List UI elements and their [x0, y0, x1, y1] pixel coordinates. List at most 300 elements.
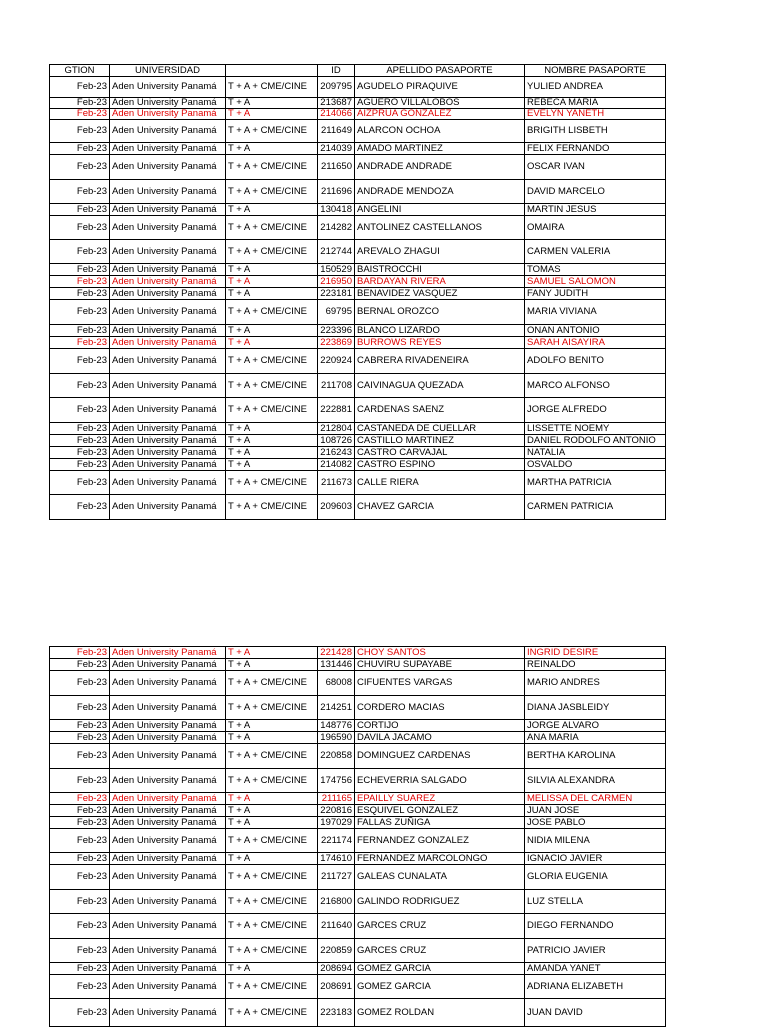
program-cell: T + A	[226, 276, 318, 288]
last-name-cell: FERNANDEZ GONZALEZ	[355, 829, 525, 853]
date-cell: Feb-23	[50, 325, 110, 337]
id-cell: 214066	[318, 109, 355, 120]
program-cell: T + A + CME/CINE	[226, 180, 318, 204]
program-cell: T + A + CME/CINE	[226, 671, 318, 696]
first-name-cell: MARIA VIVIANA	[525, 300, 666, 325]
id-cell: 209795	[318, 77, 355, 98]
date-cell: Feb-23	[50, 939, 110, 963]
program-cell: T + A	[226, 459, 318, 471]
id-cell: 211165	[318, 793, 355, 805]
id-cell: 223183	[318, 999, 355, 1027]
date-cell: Feb-23	[50, 793, 110, 805]
id-cell: 220816	[318, 805, 355, 817]
first-name-cell: FELIX FERNANDO	[525, 143, 666, 155]
program-cell: T + A	[226, 732, 318, 744]
id-cell: 216800	[318, 890, 355, 914]
first-name-cell: NATALIA	[525, 447, 666, 459]
id-cell: 211727	[318, 865, 355, 890]
table-row	[50, 853, 666, 865]
date-cell: Feb-23	[50, 447, 110, 459]
first-name-cell: REINALDO	[525, 659, 666, 671]
date-cell: Feb-23	[50, 696, 110, 720]
university-cell: Aden University Panamá	[110, 300, 226, 325]
last-name-cell: FALLAS ZUÑIGA	[355, 817, 525, 829]
table-row	[50, 471, 666, 495]
table-row	[50, 939, 666, 963]
id-cell: 213687	[318, 98, 355, 109]
date-cell: Feb-23	[50, 423, 110, 435]
university-cell: Aden University Panamá	[110, 447, 226, 459]
table-row	[50, 829, 666, 853]
date-cell: Feb-23	[50, 659, 110, 671]
date-cell: Feb-23	[50, 999, 110, 1027]
program-cell: T + A + CME/CINE	[226, 374, 318, 398]
program-cell: T + A + CME/CINE	[226, 939, 318, 963]
first-name-cell: AMANDA YANET	[525, 963, 666, 975]
table-row	[50, 793, 666, 805]
program-cell: T + A	[226, 647, 318, 659]
university-cell: Aden University Panamá	[110, 471, 226, 495]
program-cell: T + A	[226, 337, 318, 349]
first-name-cell: ADOLFO BENITO	[525, 349, 666, 374]
program-cell: T + A + CME/CINE	[226, 829, 318, 853]
id-cell: 211650	[318, 155, 355, 180]
program-cell: T + A	[226, 109, 318, 120]
id-cell: 221428	[318, 647, 355, 659]
id-cell: 211649	[318, 120, 355, 143]
table-row	[50, 204, 666, 216]
id-cell: 223181	[318, 288, 355, 300]
last-name-cell: AREVALO ZHAGUI	[355, 240, 525, 264]
university-cell: Aden University Panamá	[110, 264, 226, 276]
last-name-cell: CALLE RIERA	[355, 471, 525, 495]
program-cell: T + A + CME/CINE	[226, 890, 318, 914]
university-cell: Aden University Panamá	[110, 939, 226, 963]
last-name-cell: CIFUENTES VARGAS	[355, 671, 525, 696]
table-row	[50, 459, 666, 471]
date-cell: Feb-23	[50, 647, 110, 659]
date-cell: Feb-23	[50, 435, 110, 447]
id-cell: 174756	[318, 769, 355, 793]
program-cell: T + A + CME/CINE	[226, 696, 318, 720]
id-cell: 220858	[318, 744, 355, 769]
last-name-cell: ANDRADE ANDRADE	[355, 155, 525, 180]
id-cell: 222881	[318, 398, 355, 423]
id-cell: 214082	[318, 459, 355, 471]
last-name-cell: ESQUIVEL GONZALEZ	[355, 805, 525, 817]
date-cell: Feb-23	[50, 120, 110, 143]
university-cell: Aden University Panamá	[110, 829, 226, 853]
university-cell: Aden University Panamá	[110, 180, 226, 204]
last-name-cell: GOMEZ GARCIA	[355, 963, 525, 975]
date-cell: Feb-23	[50, 732, 110, 744]
first-name-cell: YULIED ANDREA	[525, 77, 666, 98]
date-cell: Feb-23	[50, 216, 110, 240]
program-cell: T + A + CME/CINE	[226, 914, 318, 939]
program-cell: T + A + CME/CINE	[226, 300, 318, 325]
program-cell: T + A + CME/CINE	[226, 155, 318, 180]
last-name-cell: GOMEZ ROLDAN	[355, 999, 525, 1027]
university-cell: Aden University Panamá	[110, 423, 226, 435]
first-name-cell: SILVIA ALEXANDRA	[525, 769, 666, 793]
first-name-cell: MARIO ANDRES	[525, 671, 666, 696]
program-cell: T + A	[226, 963, 318, 975]
date-cell: Feb-23	[50, 288, 110, 300]
university-cell: Aden University Panamá	[110, 288, 226, 300]
date-cell: Feb-23	[50, 143, 110, 155]
id-cell: 196590	[318, 732, 355, 744]
date-cell: Feb-23	[50, 459, 110, 471]
program-cell: T + A	[226, 793, 318, 805]
program-cell: T + A	[226, 423, 318, 435]
date-cell: Feb-23	[50, 890, 110, 914]
university-cell: Aden University Panamá	[110, 853, 226, 865]
last-name-cell: CORTIJO	[355, 720, 525, 732]
university-cell: Aden University Panamá	[110, 459, 226, 471]
table-row	[50, 447, 666, 459]
university-cell: Aden University Panamá	[110, 914, 226, 939]
program-cell: T + A + CME/CINE	[226, 865, 318, 890]
last-name-cell: AGUDELO PIRAQUIVE	[355, 77, 525, 98]
last-name-cell: BLANCO LIZARDO	[355, 325, 525, 337]
program-cell: T + A	[226, 853, 318, 865]
last-name-cell: GALINDO RODRIGUEZ	[355, 890, 525, 914]
first-name-cell: NIDIA MILENA	[525, 829, 666, 853]
program-cell: T + A + CME/CINE	[226, 975, 318, 999]
university-cell: Aden University Panamá	[110, 744, 226, 769]
id-cell: 220924	[318, 349, 355, 374]
table-row	[50, 817, 666, 829]
table-row	[50, 276, 666, 288]
program-cell: T + A	[226, 805, 318, 817]
first-name-cell: JORGE ALVARO	[525, 720, 666, 732]
first-name-cell: LISSETTE NOEMY	[525, 423, 666, 435]
date-cell: Feb-23	[50, 471, 110, 495]
university-cell: Aden University Panamá	[110, 696, 226, 720]
table-row	[50, 975, 666, 999]
program-cell: T + A	[226, 325, 318, 337]
program-cell: T + A + CME/CINE	[226, 398, 318, 423]
last-name-cell: FERNANDEZ MARCOLONGO	[355, 853, 525, 865]
table-row	[50, 805, 666, 817]
program-cell: T + A	[226, 435, 318, 447]
id-cell: 211708	[318, 374, 355, 398]
table-row	[50, 264, 666, 276]
program-cell: T + A + CME/CINE	[226, 744, 318, 769]
first-name-cell: ANA MARIA	[525, 732, 666, 744]
date-cell: Feb-23	[50, 829, 110, 853]
id-cell: 150529	[318, 264, 355, 276]
last-name-cell: CHOY SANTOS	[355, 647, 525, 659]
university-cell: Aden University Panamá	[110, 216, 226, 240]
program-cell: T + A + CME/CINE	[226, 240, 318, 264]
last-name-cell: BARDAYAN RIVERA	[355, 276, 525, 288]
first-name-cell: JUAN DAVID	[525, 999, 666, 1027]
table-row	[50, 495, 666, 520]
id-cell: 131446	[318, 659, 355, 671]
university-cell: Aden University Panamá	[110, 109, 226, 120]
id-cell: 211673	[318, 471, 355, 495]
last-name-cell: AGUERO VILLALOBOS	[355, 98, 525, 109]
date-cell: Feb-23	[50, 853, 110, 865]
first-name-cell: DIEGO FERNANDO	[525, 914, 666, 939]
first-name-cell: DAVID MARCELO	[525, 180, 666, 204]
last-name-cell: AMADO MARTINEZ	[355, 143, 525, 155]
university-cell: Aden University Panamá	[110, 435, 226, 447]
table-row	[50, 865, 666, 890]
program-cell: T + A	[226, 659, 318, 671]
first-name-cell: REBECA MARIA	[525, 98, 666, 109]
university-cell: Aden University Panamá	[110, 325, 226, 337]
date-cell: Feb-23	[50, 398, 110, 423]
first-name-cell: SAMUEL SALOMON	[525, 276, 666, 288]
header-program	[226, 65, 318, 77]
id-cell: 214039	[318, 143, 355, 155]
id-cell: 221174	[318, 829, 355, 853]
first-name-cell: ADRIANA ELIZABETH	[525, 975, 666, 999]
university-cell: Aden University Panamá	[110, 349, 226, 374]
program-cell: T + A	[226, 204, 318, 216]
university-cell: Aden University Panamá	[110, 671, 226, 696]
university-cell: Aden University Panamá	[110, 659, 226, 671]
header-apellido: APELLIDO PASAPORTE	[355, 65, 525, 77]
id-cell: 211640	[318, 914, 355, 939]
header-nombre: NOMBRE PASAPORTE	[525, 65, 666, 77]
last-name-cell: CASTILLO MARTINEZ	[355, 435, 525, 447]
last-name-cell: GOMEZ GARCIA	[355, 975, 525, 999]
university-cell: Aden University Panamá	[110, 204, 226, 216]
id-cell: 223869	[318, 337, 355, 349]
program-cell: T + A + CME/CINE	[226, 120, 318, 143]
university-cell: Aden University Panamá	[110, 890, 226, 914]
id-cell: 212744	[318, 240, 355, 264]
program-cell: T + A	[226, 447, 318, 459]
university-cell: Aden University Panamá	[110, 143, 226, 155]
table-row	[50, 337, 666, 349]
last-name-cell: CAIVINAGUA QUEZADA	[355, 374, 525, 398]
header-id: ID	[318, 65, 355, 77]
date-cell: Feb-23	[50, 155, 110, 180]
table-row	[50, 98, 666, 109]
program-cell: T + A	[226, 264, 318, 276]
first-name-cell: INGRID DESIRE	[525, 647, 666, 659]
table-row	[50, 180, 666, 204]
first-name-cell: PATRICIO JAVIER	[525, 939, 666, 963]
last-name-cell: CASTANEDA DE CUELLAR	[355, 423, 525, 435]
id-cell: 211696	[318, 180, 355, 204]
first-name-cell: MARTHA PATRICIA	[525, 471, 666, 495]
last-name-cell: ANGELINI	[355, 204, 525, 216]
table-row	[50, 216, 666, 240]
university-cell: Aden University Panamá	[110, 155, 226, 180]
last-name-cell: BENAVIDEZ VASQUEZ	[355, 288, 525, 300]
header-universidad: UNIVERSIDAD	[110, 65, 226, 77]
first-name-cell: EVELYN YANETH	[525, 109, 666, 120]
first-name-cell: CARMEN PATRICIA	[525, 495, 666, 520]
date-cell: Feb-23	[50, 374, 110, 398]
last-name-cell: GARCES CRUZ	[355, 939, 525, 963]
date-cell: Feb-23	[50, 180, 110, 204]
table-row	[50, 109, 666, 120]
first-name-cell: OSCAR IVAN	[525, 155, 666, 180]
table-row	[50, 423, 666, 435]
program-cell: T + A	[226, 143, 318, 155]
header-gtion: GTION	[50, 65, 110, 77]
date-cell: Feb-23	[50, 240, 110, 264]
table-row	[50, 374, 666, 398]
program-cell: T + A + CME/CINE	[226, 216, 318, 240]
student-table-2	[49, 646, 666, 1027]
table-row	[50, 300, 666, 325]
last-name-cell: DAVILA JACAMO	[355, 732, 525, 744]
table-row	[50, 744, 666, 769]
first-name-cell: MARTIN JESUS	[525, 204, 666, 216]
first-name-cell: SARAH AISAYIRA	[525, 337, 666, 349]
program-cell: T + A	[226, 817, 318, 829]
university-cell: Aden University Panamá	[110, 120, 226, 143]
date-cell: Feb-23	[50, 975, 110, 999]
program-cell: T + A + CME/CINE	[226, 495, 318, 520]
table-row	[50, 288, 666, 300]
first-name-cell: DIANA JASBLEIDY	[525, 696, 666, 720]
id-cell: 223396	[318, 325, 355, 337]
last-name-cell: CARDENAS SAENZ	[355, 398, 525, 423]
first-name-cell: LUZ STELLA	[525, 890, 666, 914]
id-cell: 216950	[318, 276, 355, 288]
date-cell: Feb-23	[50, 963, 110, 975]
program-cell: T + A + CME/CINE	[226, 77, 318, 98]
table-row	[50, 143, 666, 155]
first-name-cell: GLORIA EUGENIA	[525, 865, 666, 890]
table-row	[50, 659, 666, 671]
first-name-cell: OMAIRA	[525, 216, 666, 240]
table-row	[50, 769, 666, 793]
date-cell: Feb-23	[50, 914, 110, 939]
last-name-cell: BAISTROCCHI	[355, 264, 525, 276]
last-name-cell: CHUVIRU SUPAYABE	[355, 659, 525, 671]
table-row	[50, 240, 666, 264]
program-cell: T + A	[226, 720, 318, 732]
last-name-cell: AIZPRUA GONZALEZ	[355, 109, 525, 120]
last-name-cell: ECHEVERRIA SALGADO	[355, 769, 525, 793]
program-cell: T + A	[226, 288, 318, 300]
table-row	[50, 890, 666, 914]
table-row	[50, 77, 666, 98]
university-cell: Aden University Panamá	[110, 720, 226, 732]
table-row	[50, 398, 666, 423]
first-name-cell: BRIGITH LISBETH	[525, 120, 666, 143]
first-name-cell: FANY JUDITH	[525, 288, 666, 300]
date-cell: Feb-23	[50, 671, 110, 696]
id-cell: 108726	[318, 435, 355, 447]
university-cell: Aden University Panamá	[110, 817, 226, 829]
university-cell: Aden University Panamá	[110, 805, 226, 817]
university-cell: Aden University Panamá	[110, 999, 226, 1027]
university-cell: Aden University Panamá	[110, 337, 226, 349]
last-name-cell: GARCES CRUZ	[355, 914, 525, 939]
student-table-1	[49, 64, 666, 520]
date-cell: Feb-23	[50, 98, 110, 109]
id-cell: 208691	[318, 975, 355, 999]
date-cell: Feb-23	[50, 204, 110, 216]
date-cell: Feb-23	[50, 805, 110, 817]
table-row	[50, 999, 666, 1027]
university-cell: Aden University Panamá	[110, 647, 226, 659]
id-cell: 212804	[318, 423, 355, 435]
id-cell: 130418	[318, 204, 355, 216]
id-cell: 174610	[318, 853, 355, 865]
id-cell: 208694	[318, 963, 355, 975]
university-cell: Aden University Panamá	[110, 793, 226, 805]
university-cell: Aden University Panamá	[110, 98, 226, 109]
first-name-cell: JUAN JOSE	[525, 805, 666, 817]
last-name-cell: CHAVEZ GARCIA	[355, 495, 525, 520]
id-cell: 197029	[318, 817, 355, 829]
table-row	[50, 647, 666, 659]
table-row	[50, 696, 666, 720]
first-name-cell: IGNACIO JAVIER	[525, 853, 666, 865]
last-name-cell: ALARCON OCHOA	[355, 120, 525, 143]
date-cell: Feb-23	[50, 720, 110, 732]
last-name-cell: CORDERO MACIAS	[355, 696, 525, 720]
first-name-cell: BERTHA KAROLINA	[525, 744, 666, 769]
program-cell: T + A + CME/CINE	[226, 471, 318, 495]
date-cell: Feb-23	[50, 77, 110, 98]
header-row	[50, 65, 666, 77]
program-cell: T + A + CME/CINE	[226, 999, 318, 1027]
date-cell: Feb-23	[50, 276, 110, 288]
first-name-cell: MELISSA DEL CARMEN	[525, 793, 666, 805]
date-cell: Feb-23	[50, 349, 110, 374]
last-name-cell: GALEAS CUNALATA	[355, 865, 525, 890]
university-cell: Aden University Panamá	[110, 240, 226, 264]
program-cell: T + A + CME/CINE	[226, 349, 318, 374]
date-cell: Feb-23	[50, 817, 110, 829]
first-name-cell: JORGE ALFREDO	[525, 398, 666, 423]
last-name-cell: CASTRO CARVAJAL	[355, 447, 525, 459]
table-row	[50, 435, 666, 447]
table-row	[50, 720, 666, 732]
university-cell: Aden University Panamá	[110, 732, 226, 744]
table-row	[50, 914, 666, 939]
last-name-cell: CABRERA RIVADENEIRA	[355, 349, 525, 374]
university-cell: Aden University Panamá	[110, 374, 226, 398]
program-cell: T + A + CME/CINE	[226, 769, 318, 793]
first-name-cell: ONAN ANTONIO	[525, 325, 666, 337]
university-cell: Aden University Panamá	[110, 963, 226, 975]
table-row	[50, 349, 666, 374]
table-row	[50, 963, 666, 975]
last-name-cell: CASTRO ESPINO	[355, 459, 525, 471]
last-name-cell: DOMINGUEZ CARDENAS	[355, 744, 525, 769]
date-cell: Feb-23	[50, 865, 110, 890]
last-name-cell: ANDRADE MENDOZA	[355, 180, 525, 204]
id-cell: 68008	[318, 671, 355, 696]
date-cell: Feb-23	[50, 337, 110, 349]
table-row	[50, 155, 666, 180]
first-name-cell: TOMAS	[525, 264, 666, 276]
table-row	[50, 732, 666, 744]
program-cell: T + A	[226, 98, 318, 109]
date-cell: Feb-23	[50, 769, 110, 793]
date-cell: Feb-23	[50, 744, 110, 769]
id-cell: 220859	[318, 939, 355, 963]
university-cell: Aden University Panamá	[110, 769, 226, 793]
table-row	[50, 120, 666, 143]
first-name-cell: OSVALDO	[525, 459, 666, 471]
date-cell: Feb-23	[50, 264, 110, 276]
last-name-cell: BERNAL OROZCO	[355, 300, 525, 325]
